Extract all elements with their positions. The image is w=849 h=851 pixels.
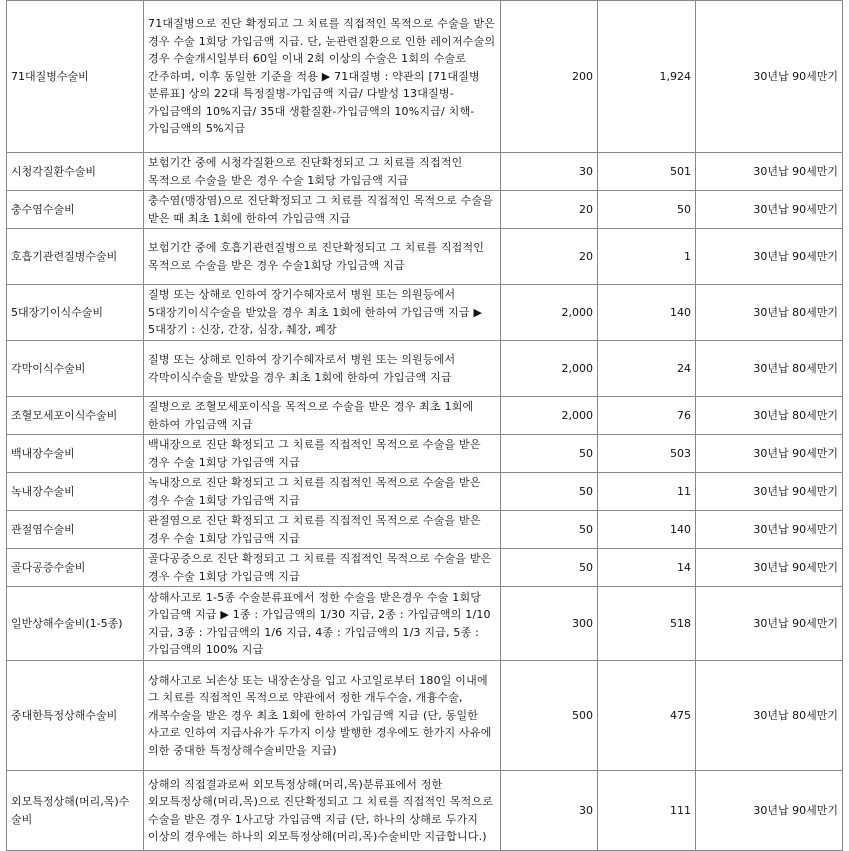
coverage-premium: 475 (598, 661, 696, 771)
table-row (7, 549, 843, 587)
coverage-amount: 50 (501, 435, 598, 473)
coverage-term: 30년납 90세만기 (696, 587, 843, 661)
coverage-description: 질병 또는 상해로 인하여 장기수혜자로서 병원 또는 의원등에서 5대장기이식수술을 받았을 경우 최초 1회에 한하여 가입금액 지급 ▶ 5대장기 : 신장, 간장, 심장, 췌장, 폐장 (144, 285, 501, 341)
coverage-term: 30년납 90세만기 (696, 771, 843, 851)
coverage-term: 30년납 90세만기 (696, 153, 843, 191)
coverage-term: 30년납 80세만기 (696, 285, 843, 341)
coverage-name: 골다공증수술비 (7, 549, 144, 587)
coverage-name: 외모특정상해(머리,목)수술비 (7, 771, 144, 851)
coverage-term: 30년납 90세만기 (696, 435, 843, 473)
coverage-name: 각막이식수술비 (7, 341, 144, 397)
coverage-name: 조혈모세포이식수술비 (7, 397, 144, 435)
coverage-amount: 2,000 (501, 341, 598, 397)
coverage-premium: 140 (598, 285, 696, 341)
coverage-amount: 20 (501, 191, 598, 229)
coverage-premium: 111 (598, 771, 696, 851)
coverage-description: 질병으로 조혈모세포이식을 목적으로 수술을 받은 경우 최초 1회에 한하여 가입금액 지급 (144, 397, 501, 435)
coverage-name: 호흡기관련질병수술비 (7, 229, 144, 285)
coverage-description: 백내장으로 진단 확정되고 그 치료를 직접적인 목적으로 수술을 받은 경우 수술 1회당 가입금액 지급 (144, 435, 501, 473)
table-row (7, 191, 843, 229)
coverage-premium: 11 (598, 473, 696, 511)
coverage-premium: 1,924 (598, 1, 696, 153)
coverage-description: 보험기간 중에 시청각질환으로 진단확정되고 그 치료를 직접적인 목적으로 수술을 받은 경우 수술 1회당 가입금액 지급 (144, 153, 501, 191)
coverage-term: 30년납 90세만기 (696, 1, 843, 153)
coverage-table (6, 0, 843, 851)
coverage-premium: 50 (598, 191, 696, 229)
coverage-amount: 50 (501, 473, 598, 511)
coverage-premium: 76 (598, 397, 696, 435)
table-row (7, 473, 843, 511)
coverage-premium: 501 (598, 153, 696, 191)
coverage-term: 30년납 80세만기 (696, 661, 843, 771)
coverage-description: 충수염(맹장염)으로 진단확정되고 그 치료를 직접적인 목적으로 수술을 받은 때 최초 1회에 한하여 가입금액 지급 (144, 191, 501, 229)
coverage-term: 30년납 90세만기 (696, 191, 843, 229)
coverage-name: 5대장기이식수술비 (7, 285, 144, 341)
coverage-amount: 300 (501, 587, 598, 661)
coverage-premium: 24 (598, 341, 696, 397)
table-row (7, 587, 843, 661)
table-row (7, 397, 843, 435)
coverage-amount: 30 (501, 771, 598, 851)
table-row (7, 511, 843, 549)
table-row (7, 771, 843, 851)
coverage-amount: 50 (501, 549, 598, 587)
coverage-term: 30년납 90세만기 (696, 511, 843, 549)
table-row (7, 229, 843, 285)
coverage-description: 상해사고로 1-5종 수술분류표에서 정한 수술을 받은경우 수술 1회당 가입금액 지급 ▶ 1종 : 가입금액의 1/30 지급, 2종 : 가입금액의 1/10 지급, 3종 : 가입금액의 1/6 지급, 4종 : 가입금액의 1/3 지급, 5종 : 가입금액의 100% 지급 (144, 587, 501, 661)
coverage-name: 일반상해수술비(1-5종) (7, 587, 144, 661)
table-row (7, 341, 843, 397)
coverage-name: 중대한특정상해수술비 (7, 661, 144, 771)
coverage-description: 관절염으로 진단 확정되고 그 치료를 직접적인 목적으로 수술을 받은 경우 수술 1회당 가입금액 지급 (144, 511, 501, 549)
coverage-amount: 2,000 (501, 397, 598, 435)
coverage-description: 71대질병으로 진단 확정되고 그 치료를 직접적인 목적으로 수술을 받은 경우 수술 1회당 가입금액 지급. 단, 눈관련질환으로 인한 레이저수술의 경우 수술개시일부터 60일 이내 2회 이상의 수술은 1회의 수술로 간주하며, 이후 동일한 기준을 적용 ▶ 71대질병 : 약관의 [71대질병 분류표] 상의 22대 특정질병-가입금액 지급/ 다발성 13대질병-가입금액의 10%지급/ 35대 생활질환-가입금액의 10%지급/ 치핵-가입금액의 5%지급 (144, 1, 501, 153)
coverage-amount: 200 (501, 1, 598, 153)
coverage-premium: 140 (598, 511, 696, 549)
coverage-table-body (7, 1, 843, 851)
coverage-amount: 30 (501, 153, 598, 191)
coverage-description: 녹내장으로 진단 확정되고 그 치료를 직접적인 목적으로 수술을 받은 경우 수술 1회당 가입금액 지급 (144, 473, 501, 511)
coverage-description: 보험기간 중에 호흡기관련질병으로 진단확정되고 그 치료를 직접적인 목적으로 수술을 받은 경우 수술1회당 가입금액 지급 (144, 229, 501, 285)
coverage-amount: 50 (501, 511, 598, 549)
coverage-name: 시청각질환수술비 (7, 153, 144, 191)
coverage-premium: 14 (598, 549, 696, 587)
table-row (7, 435, 843, 473)
coverage-premium: 503 (598, 435, 696, 473)
table-row (7, 1, 843, 153)
coverage-premium: 1 (598, 229, 696, 285)
coverage-name: 충수염수술비 (7, 191, 144, 229)
coverage-description: 상해의 직접결과로써 외모특정상해(머리,목)분류표에서 정한 외모특정상해(머리,목)으로 진단확정되고 그 치료를 직접적인 목적으로 수술을 받은 경우 1사고당 가입금액 지급 (단, 하나의 상해로 두가지 이상의 경우에는 하나의 외모특정상해(머리,목)수술비만 지급합니다.) (144, 771, 501, 851)
coverage-term: 30년납 80세만기 (696, 341, 843, 397)
coverage-term: 30년납 80세만기 (696, 397, 843, 435)
table-row (7, 661, 843, 771)
coverage-amount: 500 (501, 661, 598, 771)
coverage-description: 상해사고로 뇌손상 또는 내장손상을 입고 사고일로부터 180일 이내에 그 치료를 직접적인 목적으로 약관에서 정한 개두수술, 개흉수술, 개복수술을 받은 경우 최초 1회에 한하여 가입금액 지급 (단, 동일한 사고로 인하여 지급사유가 두가지 이상 발행한 경우에도 한가지 사유에 의한 중대한 특정상해수술비만을 지급) (144, 661, 501, 771)
coverage-description: 골다공증으로 진단 확정되고 그 치료를 직접적인 목적으로 수술을 받은 경우 수술 1회당 가입금액 지급 (144, 549, 501, 587)
coverage-premium: 518 (598, 587, 696, 661)
table-row (7, 285, 843, 341)
coverage-term: 30년납 90세만기 (696, 473, 843, 511)
table-row (7, 153, 843, 191)
coverage-name: 관절염수술비 (7, 511, 144, 549)
coverage-amount: 20 (501, 229, 598, 285)
coverage-description: 질병 또는 상해로 인하여 장기수혜자로서 병원 또는 의원등에서 각막이식수술을 받았을 경우 최초 1회에 한하여 가입금액 지급 (144, 341, 501, 397)
coverage-name: 녹내장수술비 (7, 473, 144, 511)
coverage-term: 30년납 90세만기 (696, 229, 843, 285)
coverage-name: 71대질병수술비 (7, 1, 144, 153)
coverage-term: 30년납 90세만기 (696, 549, 843, 587)
coverage-amount: 2,000 (501, 285, 598, 341)
coverage-name: 백내장수술비 (7, 435, 144, 473)
